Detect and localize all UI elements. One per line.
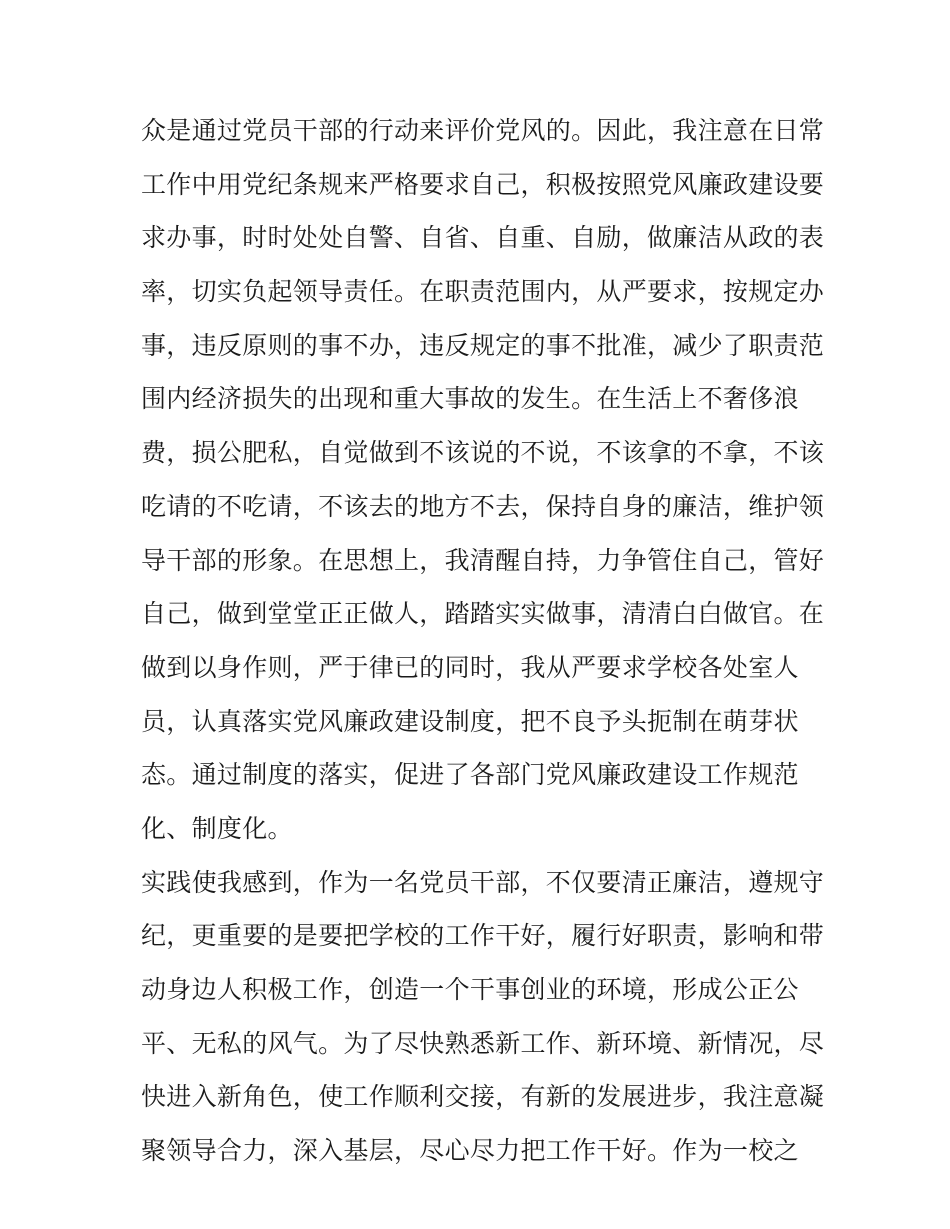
document-body [141, 104, 825, 1178]
text-line: 费，损公肥私，自觉做到不该说的不说，不该拿的不拿，不该 [141, 438, 825, 468]
text-line: 平、无私的风气。为了尽快熟悉新工作、新环境、新情况，尽 [141, 1028, 825, 1058]
text-line: 快进入新角色，使工作顺利交接，有新的发展进步，我注意凝 [141, 1082, 825, 1112]
text-line: 导干部的形象。在思想上，我清醒自持，力争管住自己，管好 [141, 545, 825, 575]
text-line: 求办事，时时处处自警、自省、自重、自励，做廉洁从政的表 [141, 223, 825, 253]
text-line: 率，切实负起领导责任。在职责范围内，从严要求，按规定办 [141, 277, 825, 307]
text-line: 吃请的不吃请，不该去的地方不去，保持自身的廉洁，维护领 [141, 491, 825, 521]
text-line: 化、制度化。 [141, 813, 293, 843]
text-line: 自己，做到堂堂正正做人，踏踏实实做事，清清白白做官。在 [141, 599, 825, 629]
text-line: 做到以身作则，严于律已的同时，我从严要求学校各处室人 [141, 652, 799, 682]
text-line: 聚领导合力，深入基层，尽心尽力把工作干好。作为一校之 [141, 1136, 799, 1166]
text-line: 纪，更重要的是要把学校的工作干好，履行好职责，影响和带 [141, 921, 825, 951]
text-line: 围内经济损失的出现和重大事故的发生。在生活上不奢侈浪 [141, 384, 799, 414]
text-line: 态。通过制度的落实，促进了各部门党风廉政建设工作规范 [141, 760, 799, 790]
text-line: 工作中用党纪条规来严格要求自己，积极按照党风廉政建设要 [141, 169, 825, 199]
text-line: 员，认真落实党风廉政建设制度，把不良予头扼制在萌芽状 [141, 706, 799, 736]
text-line: 实践使我感到，作为一名党员干部，不仅要清正廉洁，遵规守 [141, 867, 825, 897]
text-line: 动身边人积极工作，创造一个干事创业的环境，形成公正公 [141, 975, 799, 1004]
text-line: 事，违反原则的事不办，违反规定的事不批准，减少了职责范 [141, 330, 825, 360]
text-line: 众是通过党员干部的行动来评价党风的。因此，我注意在日常 [141, 116, 825, 145]
